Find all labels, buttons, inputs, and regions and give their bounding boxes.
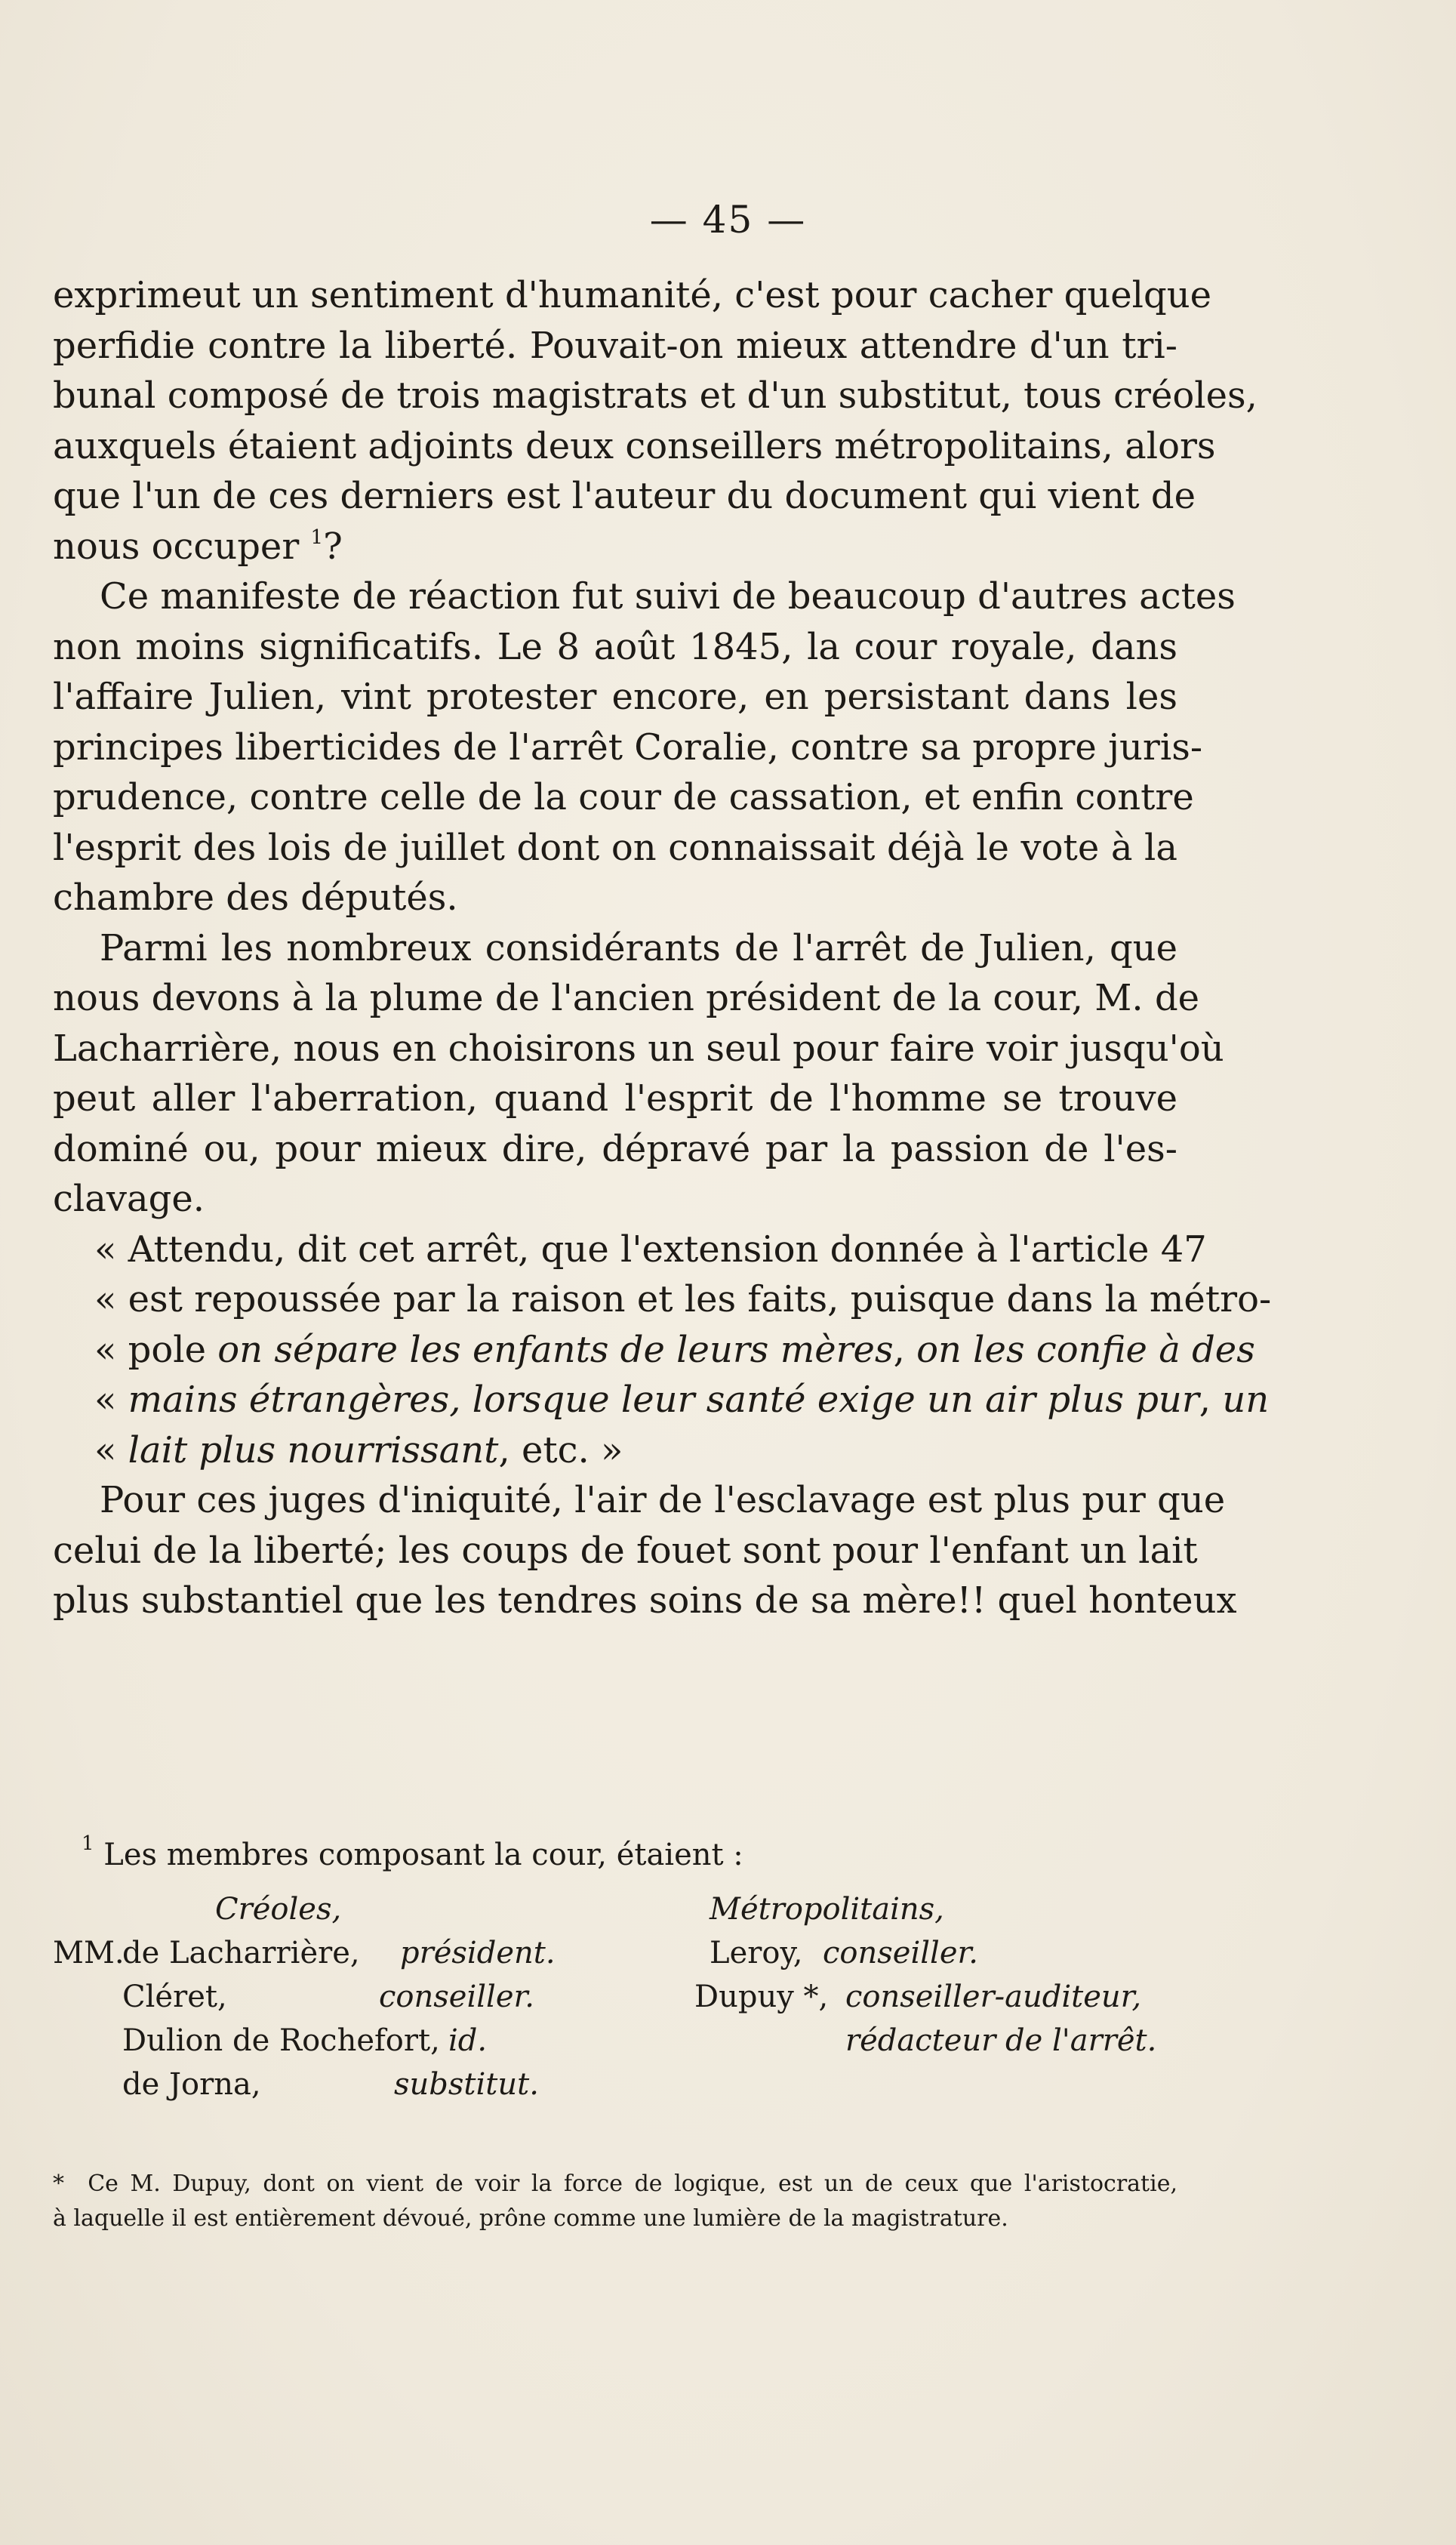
text-fragment: Ce M. Dupuy, dont on vient de voir la force de logique, est un de ceux que l'aristocratie, [88,2171,1177,2197]
honorific-prefix: MM. [53,1936,125,1970]
text-line: « Attendu, dit cet arrêt, que l'extension donnée à l'article 47 [94,1228,1207,1271]
text-line: clavage. [53,1178,205,1220]
member-role: conseiller-auditeur, [845,1980,1142,2014]
footnote-marker: 1 [82,1832,94,1855]
text-fragment: , etc. » [498,1428,623,1471]
text-line: perfidie contre la liberté. Pouvait-on mieux attendre d'un tri- [53,324,1177,367]
member-role: président. [400,1936,556,1970]
footnote-intro [53,1833,1185,1877]
footnote-marker: 1 [310,525,324,549]
italic-fragment: mains étrangères, lorsque leur santé exige un air plus pur [128,1379,1199,1421]
text-line: dominé ou, pour mieux dire, dépravé par la passion de l'es- [53,1127,1177,1170]
member-role: conseiller. [823,1936,978,1970]
text-line: Ce manifeste de réaction fut suivi de beaucoup d'autres actes [100,575,1236,618]
text-line: bunal composé de trois magistrats et d'un substitut, tous créoles, [53,374,1257,417]
asterisk-marker: * [53,2171,64,2197]
text-line [53,1425,1177,1476]
sub-footnote [53,2167,1177,2236]
text-line: auxquels étaient adjoints deux conseillers métropolitains, alors [53,424,1216,467]
sub-footnote-line [53,2167,1177,2201]
heading-creoles: Créoles, [215,1892,342,1927]
sub-footnote-line: à laquelle il est entièrement dévoué, prône comme une lumière de la magistrature. [53,2205,1008,2232]
text-line: plus substantiel que les tendres soins de sa mère!! quel honteux [53,1579,1237,1622]
text-line: peut aller l'aberration, quand l'esprit de l'homme se trouve [53,1077,1177,1120]
member-name: Dupuy *, [694,1980,829,2014]
text-line: l'esprit des lois de juillet dont on connaissait déjà le vote à la [53,826,1177,869]
main-text [53,270,1272,1626]
text-line: Lacharrière, nous en choisirons un seul pour faire voir jusqu'où [53,1027,1224,1070]
text-fragment: « [94,1379,128,1421]
text-line: chambre des députés. [53,877,458,919]
text-fragment: « [94,1428,128,1471]
text-line: « est repoussée par la raison et les faits, puisque dans la métro- [94,1278,1272,1320]
text-line: principes liberticides de l'arrêt Coralie, contre sa propre juris- [53,726,1203,769]
question-mark: ? [323,525,343,568]
text-line: que l'un de ces derniers est l'auteur du document qui vient de [53,475,1196,517]
text-line: exprimeut un sentiment d'humanité, c'est pour cacher quelque [53,274,1212,316]
text-line: Parmi les nombreux considérants de l'arrêt de Julien, que [100,926,1177,969]
text-line [53,522,1177,572]
text-fragment: « pole [94,1328,207,1371]
footnote [53,1833,1185,2114]
text-fragment: , [893,1328,917,1371]
member-name: Cléret, [122,1980,227,2014]
text-line: nous devons à la plume de l'ancien président de la cour, M. de [53,977,1200,1019]
member-role: rédacteur de l'arrêt. [845,2023,1157,2058]
text-line [53,1375,1270,1425]
footnote-intro-text: Les membres composant la cour, étaient : [103,1838,743,1872]
member-name: de Jorna, [122,2067,261,2102]
italic-fragment: lait plus nourrissant [128,1428,499,1471]
heading-metropolitains: Métropolitains, [710,1892,944,1927]
text-line [53,1325,1255,1376]
member-name: Dulion de Rochefort, [122,2023,440,2058]
member-name: de Lacharrière, [122,1936,360,1970]
court-members-table [53,1887,1185,2114]
italic-fragment: un [1222,1379,1270,1421]
italic-fragment: on les confie à des [916,1328,1255,1371]
text-line: l'affaire Julien, vint protester encore, en persistant dans les [53,676,1177,718]
member-name: Leroy, [710,1936,803,1970]
text-fragment: , [1199,1379,1223,1421]
text-line: non moins significatifs. Le 8 août 1845, la cour royale, dans [53,625,1177,668]
italic-fragment: on sépare les enfants de leurs mères [217,1328,894,1371]
page-number: — 45 — [649,198,807,242]
text-fragment: nous occuper [53,525,300,568]
member-role: id. [448,2023,488,2058]
text-line: Pour ces juges d'iniquité, l'air de l'esclavage est plus pur que [100,1479,1226,1521]
text-line: prudence, contre celle de la cour de cassation, et enfin contre [53,776,1194,818]
member-role: conseiller. [379,1980,534,2014]
member-role: substitut. [394,2067,539,2102]
text-line: celui de la liberté; les coups de fouet sont pour l'enfant un lait [53,1529,1198,1572]
